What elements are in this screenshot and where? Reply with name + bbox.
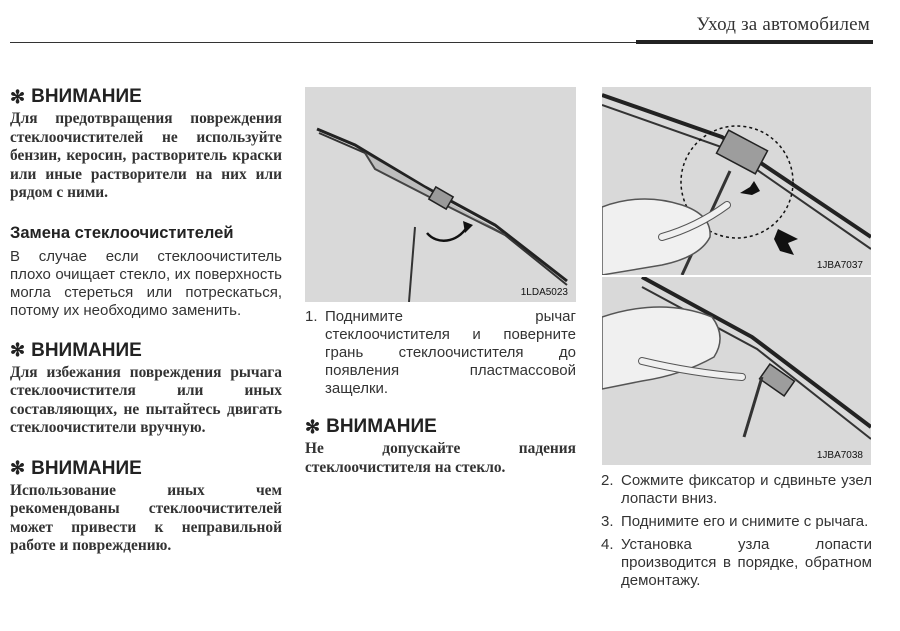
warning-heading (10, 340, 282, 362)
list-item (305, 308, 576, 398)
step-number: 1. (305, 308, 318, 325)
warning-heading-text: ВНИМАНИЕ (31, 86, 142, 107)
warning-heading-text: ВНИМАНИЕ (326, 416, 437, 437)
figure-wiper-lift (305, 87, 576, 302)
warning-block (305, 416, 576, 477)
warning-text: Использование иных чем рекомендованы стеклоочистителей может привести к неправильной работе и повреждению. (10, 481, 282, 554)
middle-column (305, 308, 576, 477)
left-column (10, 86, 282, 556)
warning-heading (10, 86, 282, 108)
step-text: Поднимите рычаг стеклоочистителя и поверните грань стеклоочистителя до появления пластмассовой защелки. (325, 308, 576, 397)
step-number: 3. (601, 513, 614, 530)
figure-code: 1JBA7038 (816, 450, 863, 461)
warning-text: Для избежания повреждения рычага стеклоочистителя или иных составляющих, не пытайтесь двигать стеклоочистители вручную. (10, 363, 282, 436)
warning-text: Для предотвращения повреждения стеклоочистителей не используйте бензин, керосин, растворитель краски или иные растворители на них или рядом с ними. (10, 110, 282, 201)
header-divider-accent (636, 40, 873, 44)
blade-remove-illustration (602, 277, 871, 465)
step-number: 4. (601, 536, 614, 553)
warning-block (10, 340, 282, 438)
section-text: В случае если стеклоочиститель плохо очищает стекло, их поверхность могла стереться или потрескаться, потому их необходимо заменить. (10, 247, 282, 319)
warning-block (10, 458, 282, 556)
warning-star-icon: ✻ (10, 458, 26, 478)
warning-star-icon: ✻ (305, 416, 321, 437)
wiper-lift-illustration (305, 87, 576, 302)
warning-heading-text: ВНИМАНИЕ (31, 339, 142, 361)
right-column (601, 472, 872, 595)
warning-star-icon: ✻ (10, 340, 26, 360)
step-number: 2. (601, 472, 614, 489)
figure-code: 1LDA5023 (520, 287, 568, 298)
step-text: Установка узла лопасти производится в порядке, обратном демонтажу. (621, 536, 872, 589)
clip-press-illustration (602, 87, 871, 275)
step-text: Сожмите фиксатор и сдвиньте узел лопасти вниз. (621, 472, 872, 507)
list-item (601, 472, 872, 508)
warning-star-icon: ✻ (10, 86, 26, 107)
steps-list (305, 308, 576, 398)
figure-blade-remove (602, 277, 871, 465)
warning-text: Не допускайте падения стеклоочистителя на стекло. (305, 440, 576, 476)
warning-heading (305, 416, 576, 438)
warning-heading-text: ВНИМАНИЕ (31, 457, 142, 479)
section-replacement (10, 224, 282, 320)
header-divider (10, 42, 636, 43)
page-header-title: Уход за автомобилем (696, 14, 870, 35)
list-item (601, 536, 872, 590)
warning-block (10, 86, 282, 203)
figure-code: 1JBA7037 (816, 260, 863, 271)
list-item (601, 513, 872, 531)
steps-list (601, 472, 872, 590)
step-text: Поднимите его и снимите с рычага. (621, 513, 869, 530)
warning-heading (10, 458, 282, 480)
section-title: Замена стеклоочистителей (10, 223, 234, 242)
figure-clip-press (602, 87, 871, 275)
